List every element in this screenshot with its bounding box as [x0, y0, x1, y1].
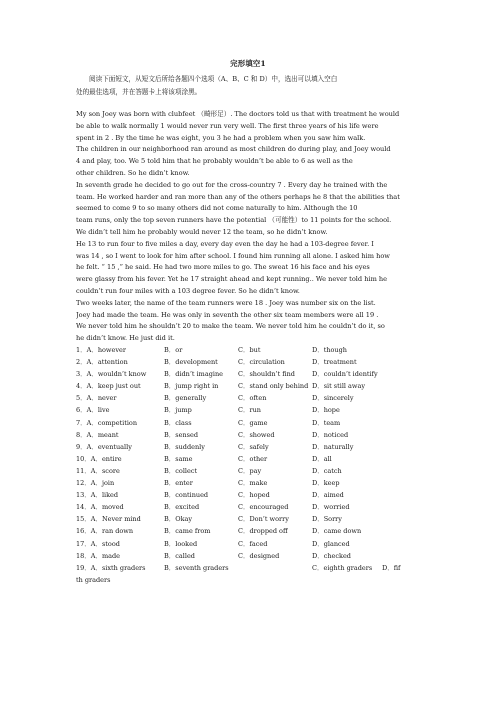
passage-line: he didn’t know. He just did it.	[76, 334, 175, 343]
option-choice: B．or	[164, 346, 183, 354]
passage-line: 4 and play, too. We 5 told him that he probably wouldn’t be able to 6 as well as the	[76, 157, 353, 166]
option-choice: C．dropped off	[238, 527, 288, 536]
option-choice: B．jump right in	[164, 382, 219, 391]
passage-line: seemed to come 9 to so many others did not come naturally to him. Although the 10	[76, 204, 358, 213]
option-choice: C．hoped	[238, 491, 270, 500]
option-choice: D．glanced	[312, 539, 350, 548]
option-choice: 11．A．score	[76, 466, 120, 475]
option-choice: D．Sorry	[312, 515, 342, 524]
option-row	[76, 404, 426, 416]
option-choice: B．sensed	[164, 430, 198, 439]
passage-line: Two weeks later, the name of the team runners were 18 . Joey was number six on the list.	[76, 298, 376, 307]
option-choice: C．stand only behind	[238, 382, 309, 391]
option-choice: B．generally	[164, 394, 207, 403]
option-choice: D．fif	[382, 563, 401, 572]
option-choice: 9．A．eventually	[76, 442, 132, 451]
option-choice: B．enter	[164, 479, 193, 488]
option-choice: 19．A．sixth graders	[76, 563, 146, 572]
option-choice: 2．A．attention	[76, 358, 128, 367]
option-row	[76, 550, 426, 562]
option-row	[76, 453, 426, 465]
option-choice: D．catch	[312, 466, 342, 475]
option-row	[76, 501, 426, 513]
passage-line: other children. So he didn’t know.	[76, 168, 190, 177]
option-choice: 16．A．ran down	[76, 527, 134, 536]
option-choice: D．noticed	[312, 430, 349, 439]
option-choice: B．came from	[164, 527, 211, 536]
option-row	[76, 344, 426, 356]
option-choice: B．same	[164, 454, 193, 463]
option-choice: C．often	[238, 394, 267, 403]
option-choice: 14．A．moved	[76, 503, 124, 512]
option-choice: D．hope	[312, 406, 340, 415]
passage-line: were glassy from his fever. Yet he 17 straight ahead and kept running.. We never told him he	[76, 275, 388, 284]
passage-line: team. He worked harder and ran more than any of the others perhaps he 8 that the abilities that	[76, 192, 400, 201]
instructions	[76, 73, 426, 99]
page-title: 完形填空1	[230, 59, 266, 68]
option-choice: 13．A．liked	[76, 491, 119, 500]
passage-line: In seventh grade he decided to go out for the cross-country 7 . Every day he trained with the	[76, 180, 388, 189]
option-choice: C．eighth graders	[312, 563, 373, 572]
option-choice: D．sincerely	[312, 394, 354, 403]
option-choice: B．suddenly	[164, 442, 205, 451]
option-choice: D．sit still away	[312, 382, 366, 391]
option-choice: 17．A．stood	[76, 539, 120, 548]
passage-line: couldn’t run four miles with a 103 degree fever. So he didn’t know.	[76, 286, 300, 295]
options-list	[76, 344, 426, 586]
option-choice: B．jump	[164, 406, 192, 415]
passage-line: was 14 , so I went to look for him after school. I found him running all alone. I asked him how	[76, 251, 390, 260]
option-choice: D．checked	[312, 551, 351, 560]
instructions-line: 处的最佳选项，并在答题卡上将该项涂黑。	[76, 88, 202, 96]
passage	[76, 109, 426, 345]
option-choice: B．didn’t imagine	[164, 370, 223, 379]
option-choice: 1．A．however	[76, 346, 126, 354]
option-choice: 7．A．competition	[76, 418, 138, 427]
option-choice: D．team	[312, 418, 341, 427]
passage-line: My son Joey was born with clubfeet （畸形足）. The doctors told us that with treatment he would	[76, 110, 400, 118]
option-row-19	[76, 562, 426, 574]
option-choice: B．collect	[164, 466, 198, 475]
option-choice: C．showed	[238, 430, 275, 439]
option-choice: D．aimed	[312, 491, 344, 500]
option-choice: C．make	[238, 479, 268, 488]
option-row	[76, 441, 426, 453]
option-choice: C．faced	[238, 539, 268, 548]
option-choice: D．keep	[312, 479, 340, 488]
option-choice: B．excited	[164, 503, 200, 512]
passage-line: We never told him he shouldn’t 20 to make the team. We never told him he couldn’t do it, so	[76, 322, 385, 331]
option-choice: C．safely	[238, 442, 269, 451]
option-choice: 10．A．entire	[76, 454, 122, 463]
option-row	[76, 477, 426, 489]
option-row	[76, 513, 426, 525]
option-choice: D．treatment	[312, 358, 357, 367]
passage-line: The children in our neighborhood ran around as most children do during play, and Joey would	[76, 145, 391, 154]
option-choice: B．looked	[164, 539, 198, 548]
option-choice: D．naturally	[312, 442, 354, 451]
option-choice: D．worried	[312, 503, 350, 512]
instructions-line: 阅读下面短文，从短文后所给各题四个选项（A、B、C 和 D）中，选出可以填入空白	[89, 75, 338, 83]
option-row	[76, 525, 426, 537]
option-choice: 12．A．join	[76, 479, 115, 488]
option-row	[76, 429, 426, 441]
option-choice: 18．A．made	[76, 551, 121, 560]
option-choice: C．pay	[238, 466, 262, 475]
option-choice: D．all	[312, 454, 332, 463]
option-row	[76, 465, 426, 477]
option-row	[76, 538, 426, 550]
option-choice: B．seventh graders	[164, 563, 229, 572]
option-row	[76, 380, 426, 392]
passage-line: be able to walk normally 1 would never run very well. The first three years of his life were	[76, 121, 379, 130]
option-choice: B．class	[164, 418, 192, 427]
option-choice: 6．A．live	[76, 406, 110, 415]
option-row	[76, 489, 426, 501]
passage-line: he felt. “ 15 ,” he said. He had two more miles to go. The sweat 16 his face and his eyes	[76, 263, 370, 272]
option-choice: D．came down	[312, 527, 362, 536]
option-row	[76, 392, 426, 404]
option-choice: C．Don’t worry	[238, 515, 289, 524]
option-choice: C．designed	[238, 551, 280, 560]
option-choice: C．run	[238, 406, 261, 415]
option-choice: B．continued	[164, 491, 209, 500]
option-choice: C．but	[238, 346, 261, 354]
passage-line: team runs, only the top seven runners have the potential （可能性）to 11 points for the school.	[76, 216, 392, 225]
option-choice: B．called	[164, 551, 195, 560]
passage-line: spent in 2 . By the time he was eight, you 3 he had a problem when you saw him walk.	[76, 133, 366, 142]
option-choice: 3．A．wouldn’t know	[76, 370, 147, 379]
option-choice: C．game	[238, 418, 268, 427]
option-choice: C．shouldn’t find	[238, 370, 295, 379]
option-row	[76, 356, 426, 368]
option-choice: B．Okay	[164, 515, 193, 524]
passage-line: He 13 to run four to five miles a day, every day even the day he had a 103-degree fever. I	[76, 239, 374, 248]
option-choice: 4．A．keep just out	[76, 382, 141, 391]
option-wrap-line: th graders	[76, 575, 111, 584]
option-choice: C．encouraged	[238, 503, 289, 512]
passage-line: Joey had made the team. He was only in seventh the other six team members were all 19 .	[76, 310, 379, 319]
passage-line: We didn’t tell him he probably would never 12 the team, so he didn’t know.	[76, 227, 328, 236]
option-choice: D．couldn’t identify	[312, 370, 378, 379]
option-choice: 8．A．meant	[76, 430, 119, 439]
option-row	[76, 417, 426, 429]
option-choice: D．though	[312, 346, 347, 354]
option-choice: 5．A．never	[76, 394, 117, 403]
option-choice: C．other	[238, 454, 268, 463]
option-choice: 15．A．Never mind	[76, 515, 141, 524]
option-choice: B．development	[164, 358, 218, 367]
option-choice: C．circulation	[238, 358, 285, 367]
option-row	[76, 368, 426, 380]
